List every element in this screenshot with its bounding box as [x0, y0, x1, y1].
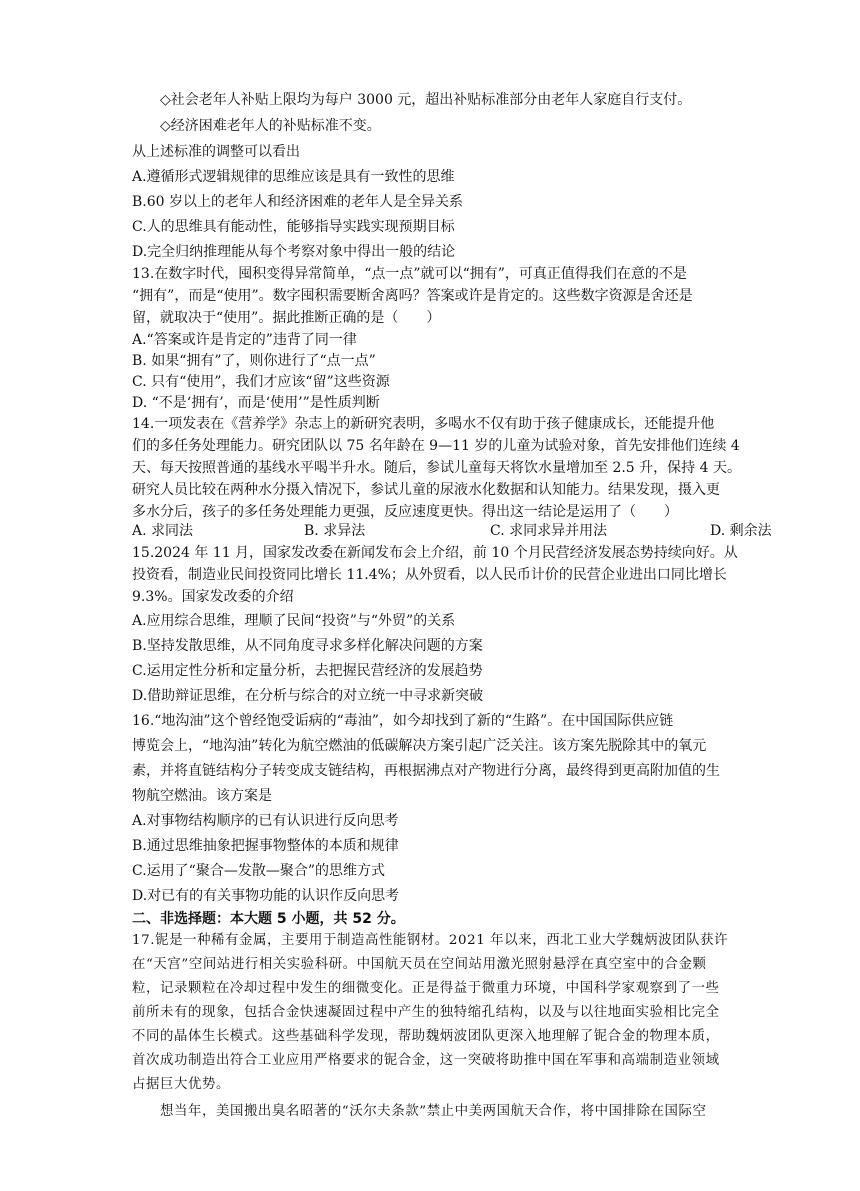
q15-option-a[interactable]: A.应用综合思维，理顺了民间“投资”与“外贸”的关系 [132, 613, 456, 629]
q13-option-b[interactable]: B. 如果“拥有”了，则你进行了“点一点” [132, 353, 376, 369]
q12-option-a[interactable]: A.遵循形式逻辑规律的思维应该是具有一致性的思维 [132, 169, 455, 185]
q17-text-1: 17.铌是一种稀有金属，主要用于制造高性能钢材。2021 年以来，西北工业大学魏炳波团队获许 [132, 933, 729, 948]
q15-option-b[interactable]: B.坚持发散思维，从不同角度寻求多样化解决问题的方案 [132, 638, 483, 654]
q12-stem: 从上述标准的调整可以看出 [132, 144, 300, 160]
q13-text-1: 13.在数字时代，囤积变得异常简单，“点一点”就可以“拥有”，可真正值得我们在意的不是 [132, 266, 687, 282]
q12-bullet-2: ◇经济困难老年人的补贴标准不变。 [160, 118, 381, 134]
q13-text-2: “拥有”，而是“使用”。数字囤积需要断舍离吗？答案或许是肯定的。这些数字资源是舍还是 [132, 288, 693, 304]
q16-option-c[interactable]: C.运用了“聚合—发散—聚合”的思维方式 [132, 863, 385, 879]
q14-option-c[interactable]: C. 求同求异并用法 [490, 523, 608, 539]
q14-option-a[interactable]: A. 求同法 [132, 523, 194, 539]
q16-option-a[interactable]: A.对事物结构顺序的已有认识进行反向思考 [132, 813, 399, 829]
q16-text-3: 素，并将直链结构分子转变成支链结构，再根据沸点对产物进行分离，最终得到更高附加值的生 [132, 763, 720, 779]
section-heading: 二、非选择题：本大题 5 小题，共 52 分。 [132, 911, 405, 927]
q14-text-1: 14.一项发表在《营养学》杂志上的新研究表明，多喝水不仅有助于孩子健康成长，还能提升他 [132, 416, 715, 432]
q16-text-4: 物航空燃油。该方案是 [132, 788, 272, 804]
q15-option-d[interactable]: D.借助辩证思维，在分析与综合的对立统一中寻求新突破 [132, 688, 484, 704]
q12-option-b[interactable]: B.60 岁以上的老年人和经济困难的老年人是全异关系 [132, 194, 464, 210]
q13-text-3: 留，就取决于“使用”。据此推断正确的是（ ） [132, 310, 441, 326]
q15-text-3: 9.3%。国家发改委的介绍 [132, 589, 294, 605]
q14-text-5: 多水分后，孩子的多任务处理能力更强，反应速度更快。得出这一结论是运用了（ ） [132, 504, 678, 520]
q16-text-2: 博览会上，“地沟油”转化为航空燃油的低碳解决方案引起广泛关注。该方案先脱除其中的氧元 [132, 738, 707, 754]
q17-text-6: 首次成功制造出符合工业应用严格要求的铌合金，这一突破将助推中国在军事和高端制造业领域 [132, 1053, 720, 1068]
q17-text-7: 占据巨大优势。 [132, 1077, 230, 1092]
q17-text-2: 在“天宫”空间站进行相关实验科研。中国航天员在空间站用激光照射悬浮在真空室中的合金颗 [132, 957, 707, 972]
q15-option-c[interactable]: C.运用定性分析和定量分析，去把握民营经济的发展趋势 [132, 663, 483, 679]
q13-option-c[interactable]: C. 只有“使用”，我们才应该“留”这些资源 [132, 374, 390, 390]
q17-text-8: 想当年，美国搬出臭名昭著的“沃尔夫条款”禁止中美两国航天合作，将中国排除在国际空 [160, 1104, 707, 1119]
q16-option-b[interactable]: B.通过思维抽象把握事物整体的本质和规律 [132, 838, 399, 854]
q14-option-d[interactable]: D. 剩余法 [710, 523, 772, 539]
q14-text-2: 们的多任务处理能力。研究团队以 75 名年龄在 9—11 岁的儿童为试验对象，首先安排他们连续 4 [132, 438, 740, 454]
q17-text-5: 不同的晶体生长模式。这些基础科学发现，帮助魏炳波团队更深入地理解了铌合金的物理本质， [132, 1029, 720, 1044]
q13-option-a[interactable]: A.“答案或许是肯定的”违背了同一律 [132, 332, 357, 348]
q16-option-d[interactable]: D.对已有的有关事物功能的认识作反向思考 [132, 888, 400, 904]
q14-option-b[interactable]: B. 求异法 [304, 523, 366, 539]
q15-text-2: 投资看，制造业民间投资同比增长 11.4%；从外贸看，以人民币计价的民营企业进出口同比增长 [132, 567, 727, 583]
q12-option-c[interactable]: C.人的思维具有能动性，能够指导实践实现预期目标 [132, 219, 455, 235]
q13-option-d[interactable]: D. “不是‘拥有’，而是‘使用’”是性质判断 [132, 395, 380, 411]
q14-text-3: 天、每天按照普通的基线水平喝半升水。随后，参试儿童每天将饮水量增加至 2.5 升，保持 4 天。 [132, 460, 741, 476]
q12-bullet-1: ◇社会老年人补贴上限均为每户 3000 元，超出补贴标准部分由老年人家庭自行支付。 [160, 92, 692, 108]
q12-option-d[interactable]: D.完全归纳推理能从每个考察对象中得出一般的结论 [132, 244, 456, 260]
q14-text-4: 研究人员比较在两种水分摄入情况下，参试儿童的尿液水化数据和认知能力。结果发现，摄入更 [132, 482, 720, 498]
q14-options [132, 522, 832, 540]
q17-text-4: 前所未有的现象，包括合金快速凝固过程中产生的独特缩孔结构，以及与以往地面实验相比完全 [132, 1005, 720, 1020]
q16-text-1: 16.“地沟油”这个曾经饱受诟病的“毒油”，如今却找到了新的“生路”。在中国国际供应链 [132, 713, 674, 729]
q17-text-3: 粒，记录颗粒在冷却过程中发生的细微变化。正是得益于微重力环境，中国科学家观察到了一些 [132, 981, 720, 996]
q15-text-1: 15.2024 年 11 月，国家发改委在新闻发布会上介绍，前 10 个月民营经济发展态势持续向好。从 [132, 545, 738, 561]
